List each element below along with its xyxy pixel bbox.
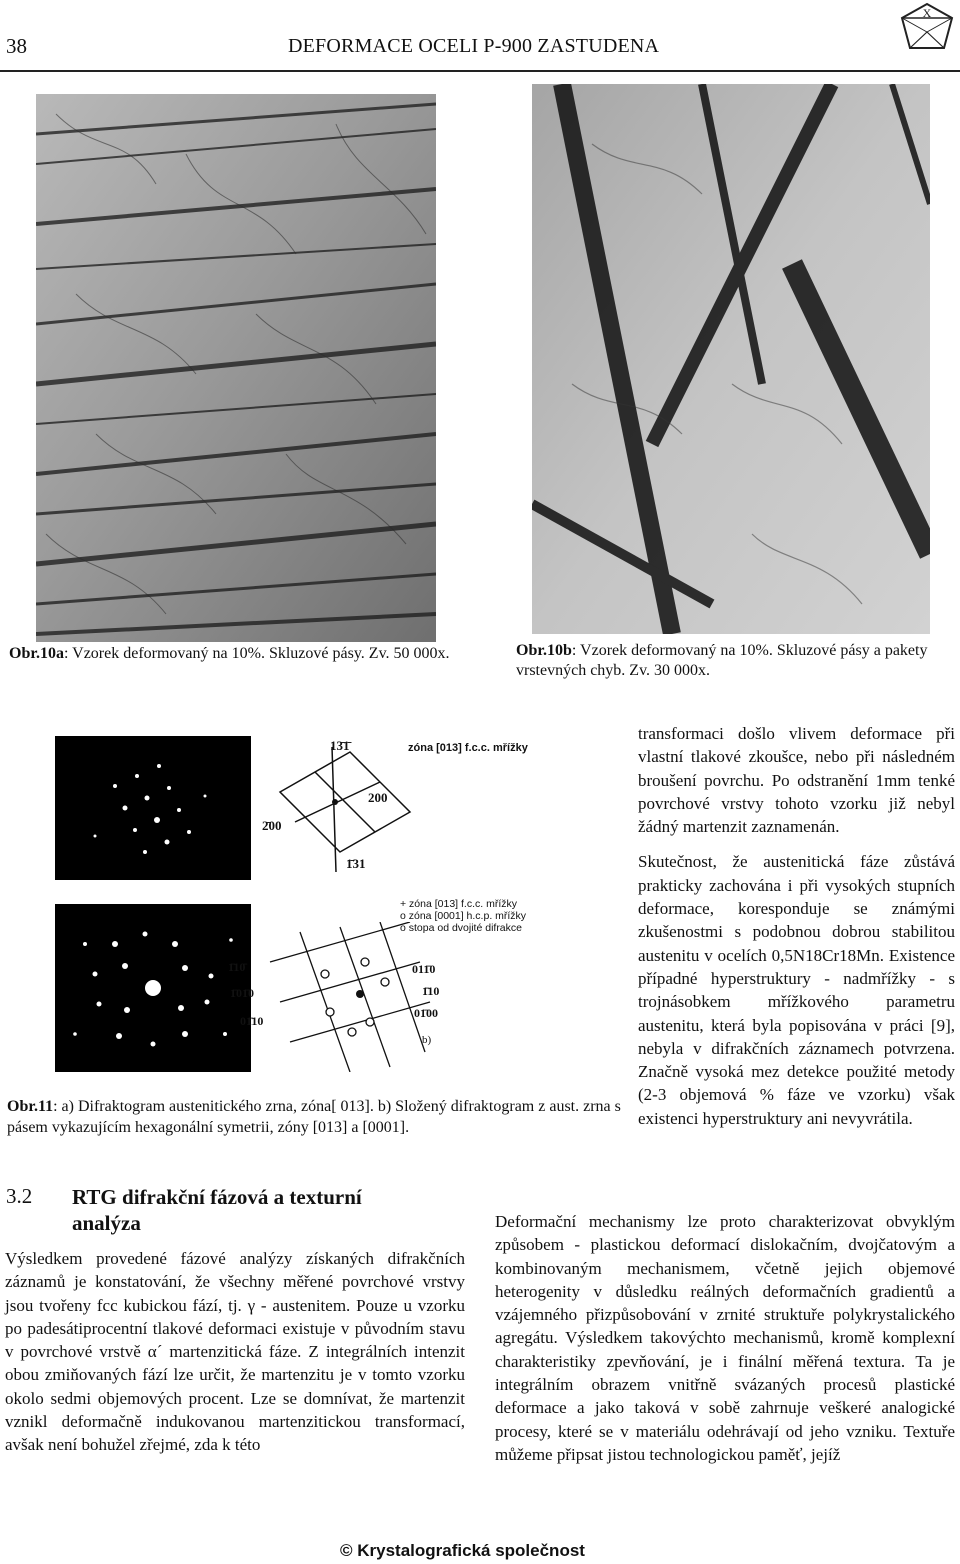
micrograph-10b (532, 84, 930, 634)
running-header-title: DEFORMACE OCELI P-900 ZASTUDENA (288, 35, 660, 57)
section-title-line: RTG difrakční fázová a texturní (72, 1185, 362, 1209)
section-title-line: analýza (72, 1211, 141, 1235)
label-b-right-3: 01̄00 (414, 1006, 438, 1020)
label-131-top: 13̄1̄ (330, 738, 350, 753)
lattice-diagram-b (260, 922, 440, 1072)
deformation-paragraph (495, 1210, 955, 1466)
caption-text: : Vzorek deformovaný na 10%. Skluzové pásy a pakety vrstevných chyb. Zv. 30 000x. (516, 642, 928, 679)
paragraph: Skutečnost, že austenitická fáze zůstává prakticky zachována i při vysokých stupních deformace, koresponduje se známými zkušenostmi s podobnou dobrou stabilitou austenitu v ocelích 0,5N18Cr18Mn. Existence případné hyperstruktury - nadmřížky - s trojnásobkem mřížkového parametru austenitu, která byla popisována v práci [9], nebyla v difrakčních záznamech potvrzena. Značně vysoká mez detekce použité metody (2-3 objemová % fáze ve vzorku) však existenci hyperstruktury ani nevyvrátila. (638, 852, 955, 1128)
label-b-left-3: 01̄10 (240, 1014, 264, 1028)
lattice-diagram-a (250, 732, 430, 882)
label-200-neg: 2̄00 (262, 818, 282, 833)
legend-item: o stopa od dvojité difrakce (400, 922, 522, 934)
label-b-right-2: 1̄10 (422, 984, 440, 998)
crystal-x-logo-icon (900, 2, 954, 52)
legend-item: + zóna [013] f.c.c. mřížky (400, 898, 518, 910)
svg-text:X: X (922, 6, 932, 20)
header-rule (0, 70, 960, 72)
caption-fig10a (9, 644, 469, 664)
caption-text: : Vzorek deformovaný na 10%. Skluzové pásy. Zv. 50 000x. (63, 645, 450, 662)
caption-label: Obr.11 (7, 1098, 54, 1115)
diffraction-pattern-b (55, 904, 251, 1072)
legend-item: o zóna [0001] h.c.p. mřížky (400, 910, 527, 922)
zone-label-a: zóna [013] f.c.c. mřížky (408, 742, 528, 754)
label-131-bottom: 1̄31 (346, 856, 366, 871)
left-column (5, 1247, 465, 1457)
diffraction-pattern-a (55, 736, 251, 880)
caption-fig10b (516, 641, 946, 681)
caption-text: : a) Difraktogram austenitického zrna, zóna[ 013]. b) Složený difraktogram z aust. zrna s pásem vykazujícím hexagonální symetrii, zóny [013] a [0001]. (7, 1098, 621, 1136)
footer-copyright: © Krystalografická společnost (340, 1541, 585, 1560)
caption-label: Obr.10b (516, 642, 572, 659)
panel-label-b: b) (422, 1034, 432, 1046)
paragraph: Deformační mechanismy lze proto charakterizovat obvyklým způsobem - plastickou deformací dislokačním, dvojčatovým a kombinovaným mechanismem, včetně jejich objemové heterogenity v důsledku reálných deformačních gradientů a vzájemného přizpůsobování v zrnité struktuře polykrystalického agregátu. Výsledkem takovýchto mechanismů, kromě komplexní charakteristiky zpevňování, je i finální měřená textura. Ta je integrálním obrazem vnitřně svázaných procesů plastické deformace a jako taková v sobě zahrnuje veškeré analogické procesy, které se v materiálu odehrávají od jeho vzniku. Textuře můžeme připsat jistou technologickou paměť, jejíž (495, 1212, 955, 1464)
micrograph-10a (36, 94, 436, 642)
label-200: 200 (368, 790, 388, 805)
section-number: 3.2 (6, 1184, 33, 1208)
figure-11 (40, 722, 592, 1074)
caption-label: Obr.10a (9, 645, 64, 662)
label-b-right-1: 011̄0 (412, 962, 436, 976)
paragraph: transformaci došlo vlivem deformace při vlastní tlakové zkoušce, nebo při následném broušení povrchu. Po odstranění 1mm tenké povrchové vrstvy tohoto vzorku již nebyl žádný martenzit zaznamenán. (638, 724, 955, 837)
label-b-left-1: 1̄10̄ (228, 960, 246, 974)
right-column (638, 722, 955, 1130)
paragraph: Výsledkem provedené fázové analýzy získaných difrakčních záznamů je konstatování, že všechny měřené povrchové vrstvy jsou tvořeny fcc kubickou fází, tj. γ - austenitem. Pouze u vzorku po padesátiprocentní tlakové deformaci existuje v původním stavu v povrchové vrstvě α´ martenzitická fáze. Z integrálních intenzit obou zmiňovaných fází lze určit, že martenzitu je v tomto vzorku okolo sedmi objemových procent. Lze se domnívat, že martenzit vznikl deformačně indukovanou martenzitickou transformací, avšak není bohužel zřejmé, zda k této (5, 1249, 465, 1455)
page-number: 38 (6, 34, 27, 58)
label-b-left-2: 1̄01̄0 (230, 986, 254, 1000)
caption-fig11 (7, 1096, 627, 1138)
section-title (72, 1184, 362, 1236)
